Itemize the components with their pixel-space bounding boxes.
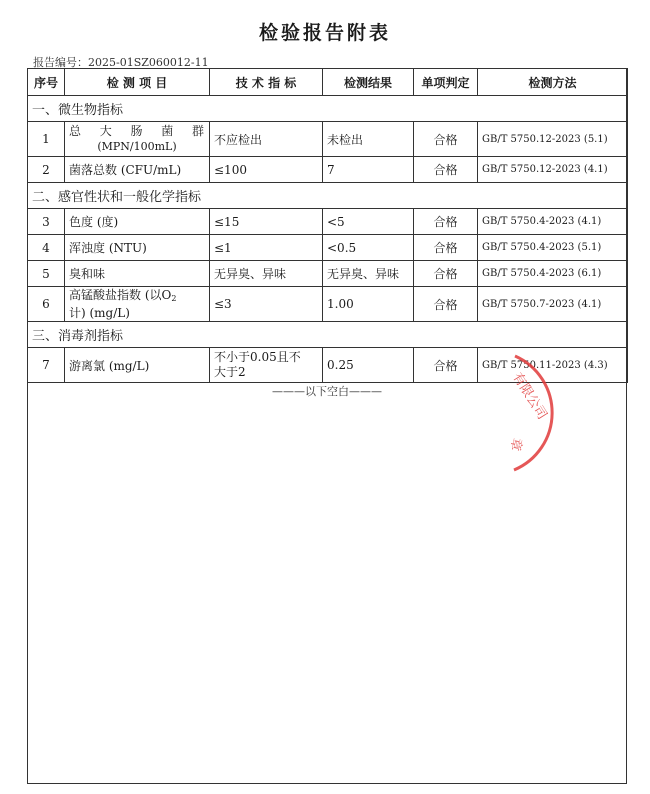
row-judgement: 合格 [414,157,478,183]
row-item: 浑浊度 (NTU) [65,235,210,261]
col-header-judgement: 单项判定 [414,69,478,96]
section-row-microbiology [28,96,628,122]
row-item-line1: 高锰酸盐指数 (以$O_2$ [69,287,177,303]
subscript-two: 2 [171,293,177,303]
row-method: GB/T 5750.4-2023 (6.1) [478,261,628,287]
row-item [65,122,210,157]
row-judgement: 合格 [414,122,478,157]
row-item: 臭和味 [65,261,210,287]
table-row [28,261,628,287]
row-no: 5 [28,261,65,287]
report-title: 检验报告附表 [258,22,391,44]
row-result: 未检出 [323,122,414,157]
row-result: 7 [323,157,414,183]
section-row-sensory [28,183,628,209]
end-of-content-note: ———以下空白——— [272,385,382,398]
row-method: GB/T 5750.7-2023 (4.1) [478,287,628,322]
row-spec: ≤15 [210,209,323,235]
row-judgement: 合格 [414,209,478,235]
row-item-line1: 总 大 肠 菌 群 [69,124,205,138]
row-item-line2: (MPN/100mL) [97,140,177,153]
col-header-result: 检测结果 [323,69,414,96]
row-spec-line1: 不小于0.05且不 [214,350,301,364]
section-title: 二、感官性状和一般化学指标 [28,183,628,209]
row-judgement: 合格 [414,261,478,287]
col-header-method: 检测方法 [478,69,628,96]
table-row [28,287,628,322]
row-result: 无异臭、异味 [323,261,414,287]
row-spec-line2: 大于2 [214,365,246,379]
table-header-row [28,69,628,96]
row-no: 4 [28,235,65,261]
section-title: 一、微生物指标 [28,96,628,122]
row-no: 6 [28,287,65,322]
row-spec: 无异臭、异味 [210,261,323,287]
row-item: 菌落总数 (CFU/mL) [65,157,210,183]
svg-text:章: 章 [506,436,524,453]
table-row [28,209,628,235]
row-spec: ≤1 [210,235,323,261]
results-table [27,68,628,383]
row-judgement: 合格 [414,348,478,383]
row-method: GB/T 5750.4-2023 (5.1) [478,235,628,261]
col-header-item: 检 测 项 目 [65,69,210,96]
row-spec: ≤100 [210,157,323,183]
table-row [28,122,628,157]
row-no: 2 [28,157,65,183]
row-judgement: 合格 [414,235,478,261]
col-header-no: 序号 [28,69,65,96]
row-result: <5 [323,209,414,235]
row-method: GB/T 5750.12-2023 (4.1) [478,157,628,183]
row-result: 1.00 [323,287,414,322]
row-method: GB/T 5750.4-2023 (4.1) [478,209,628,235]
row-item: 色度 (度) [65,209,210,235]
row-method: GB/T 5750.12-2023 (5.1) [478,122,628,157]
table-row [28,157,628,183]
row-result: 0.25 [323,348,414,383]
report-number: 报告编号：2025-01SZ060012-11 [33,56,209,69]
row-spec: 不应检出 [210,122,323,157]
section-row-disinfectant [28,322,628,348]
row-no: 3 [28,209,65,235]
row-result: <0.5 [323,235,414,261]
row-no: 1 [28,122,65,157]
row-no: 7 [28,348,65,383]
col-header-spec: 技 术 指 标 [210,69,323,96]
row-judgement: 合格 [414,287,478,322]
row-item: 游离氯 (mg/L) [65,348,210,383]
row-spec: ≤3 [210,287,323,322]
row-method: GB/T 5750.11-2023 (4.3) [478,348,628,383]
row-item [65,287,210,322]
row-item-line2: 计) (mg/L) [69,305,130,320]
table-row [28,235,628,261]
svg-text:有限公司: 有限公司 [509,370,550,423]
row-spec [210,348,323,383]
section-title: 三、消毒剂指标 [28,322,628,348]
table-row [28,348,628,383]
